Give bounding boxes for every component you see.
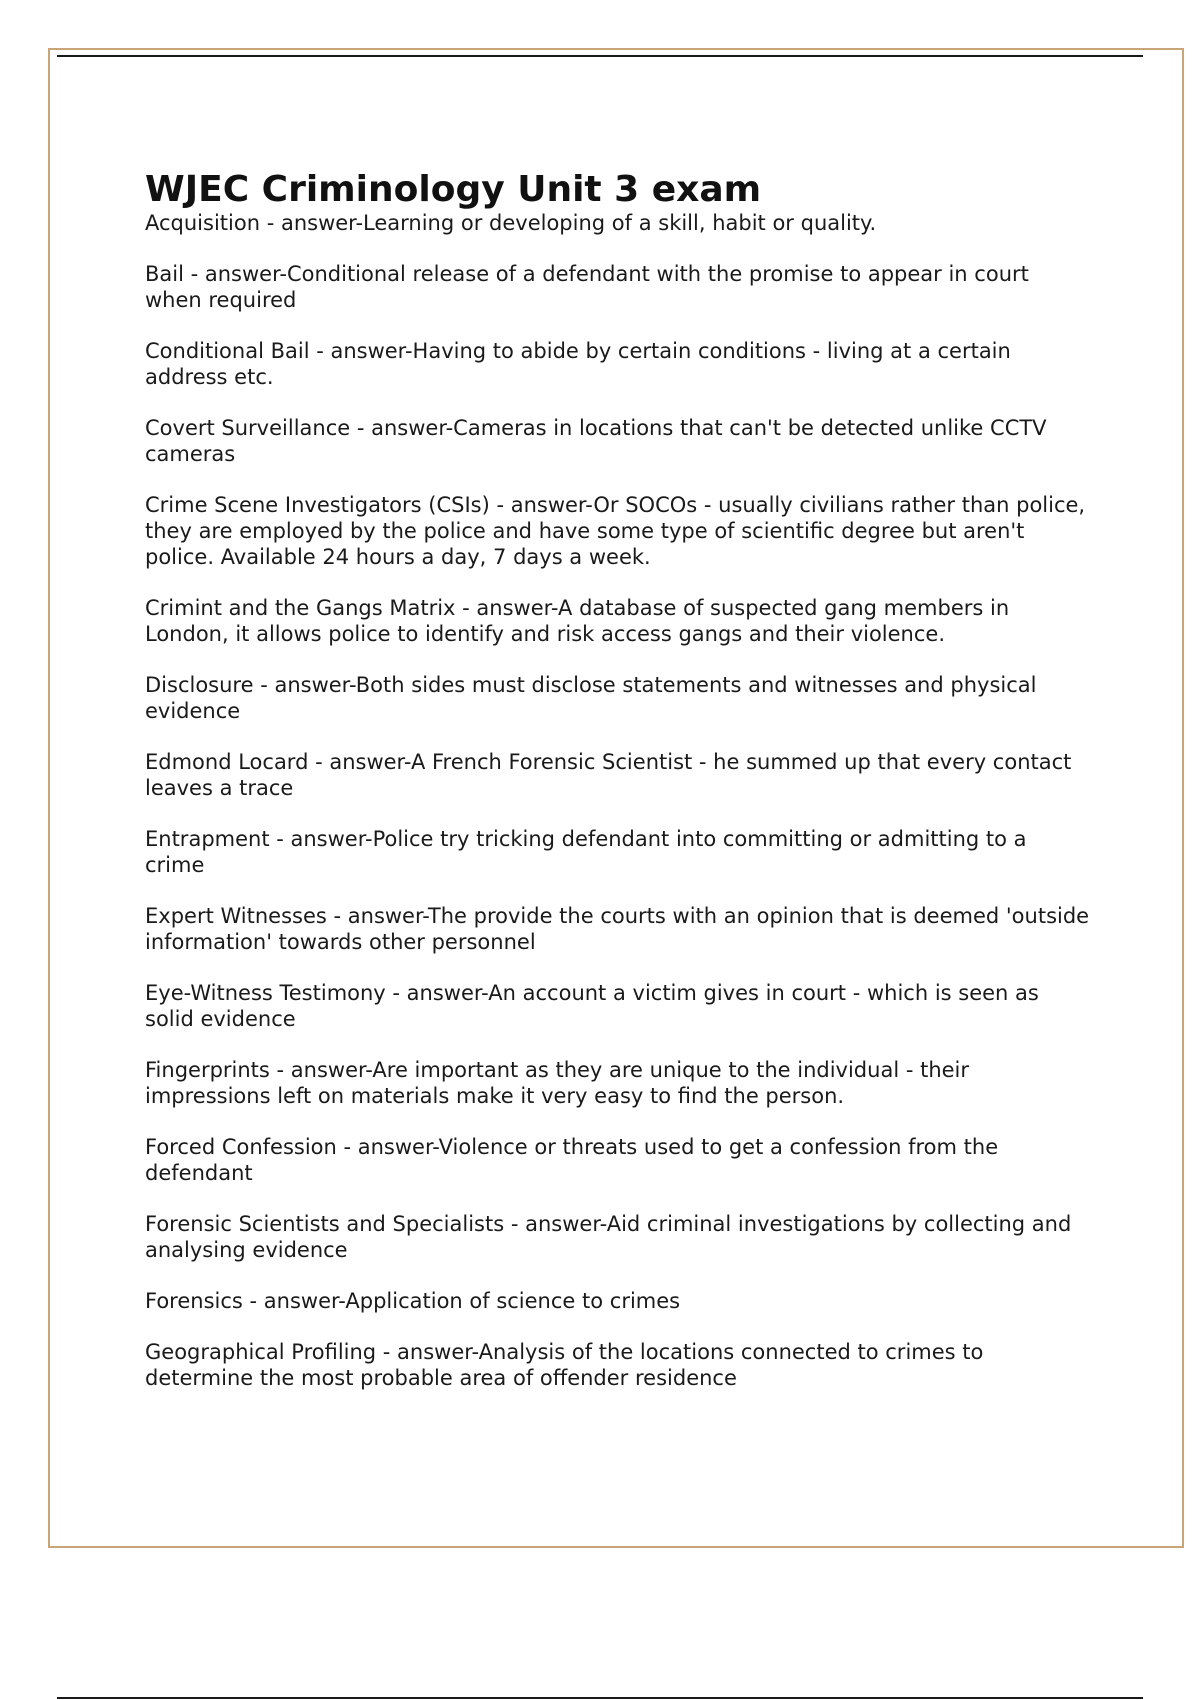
bottom-rule — [57, 1697, 1143, 1699]
document-title: WJEC Criminology Unit 3 exam — [145, 169, 762, 210]
glossary-entry-forced-confession: Forced Confession - answer-Violence or threats used to get a confession from the defendant — [145, 1135, 999, 1185]
glossary-entry-crimint-gangs-matrix: Crimint and the Gangs Matrix - answer-A database of suspected gang members in London, it allows police to identify and risk access gangs and their violence. — [145, 596, 1010, 646]
glossary-entry-geographical-profiling: Geographical Profiling - answer-Analysis of the locations connected to crimes to determine the most probable area of offender residence — [145, 1340, 984, 1390]
glossary-entry-acquisition: Acquisition - answer-Learning or developing of a skill, habit or quality. — [145, 211, 877, 235]
document-content — [145, 170, 1090, 1416]
glossary-entry-eye-witness-testimony: Eye-Witness Testimony - answer-An account a victim gives in court - which is seen as solid evidence — [145, 981, 1039, 1031]
glossary-list — [145, 210, 1090, 1391]
glossary-entry-edmond-locard: Edmond Locard - answer-A French Forensic Scientist - he summed up that every contact leaves a trace — [145, 750, 1072, 800]
glossary-entry-disclosure: Disclosure - answer-Both sides must disclose statements and witnesses and physical evidence — [145, 673, 1037, 723]
glossary-entry-covert-surveillance: Covert Surveillance - answer-Cameras in locations that can't be detected unlike CCTV cameras — [145, 416, 1047, 466]
glossary-entry-expert-witnesses: Expert Witnesses - answer-The provide the courts with an opinion that is deemed 'outside information' towards other personnel — [145, 904, 1090, 954]
glossary-entry-conditional-bail: Conditional Bail - answer-Having to abide by certain conditions - living at a certain address etc. — [145, 339, 1011, 389]
glossary-entry-fingerprints: Fingerprints - answer-Are important as they are unique to the individual - their impressions left on materials make it very easy to find the person. — [145, 1058, 970, 1108]
glossary-entry-forensic-scientists: Forensic Scientists and Specialists - answer-Aid criminal investigations by collecting and analysing evidence — [145, 1212, 1072, 1262]
glossary-entry-bail: Bail - answer-Conditional release of a defendant with the promise to appear in court when required — [145, 262, 1029, 312]
glossary-entry-forensics: Forensics - answer-Application of science to crimes — [145, 1289, 681, 1313]
glossary-entry-entrapment: Entrapment - answer-Police try tricking defendant into committing or admitting to a crime — [145, 827, 1027, 877]
glossary-entry-crime-scene-investigators: Crime Scene Investigators (CSIs) - answer-Or SOCOs - usually civilians rather than police, they are employed by the police and have some type of scientific degree but aren't police. Available 24 hours a day, 7 days a week. — [145, 493, 1086, 569]
